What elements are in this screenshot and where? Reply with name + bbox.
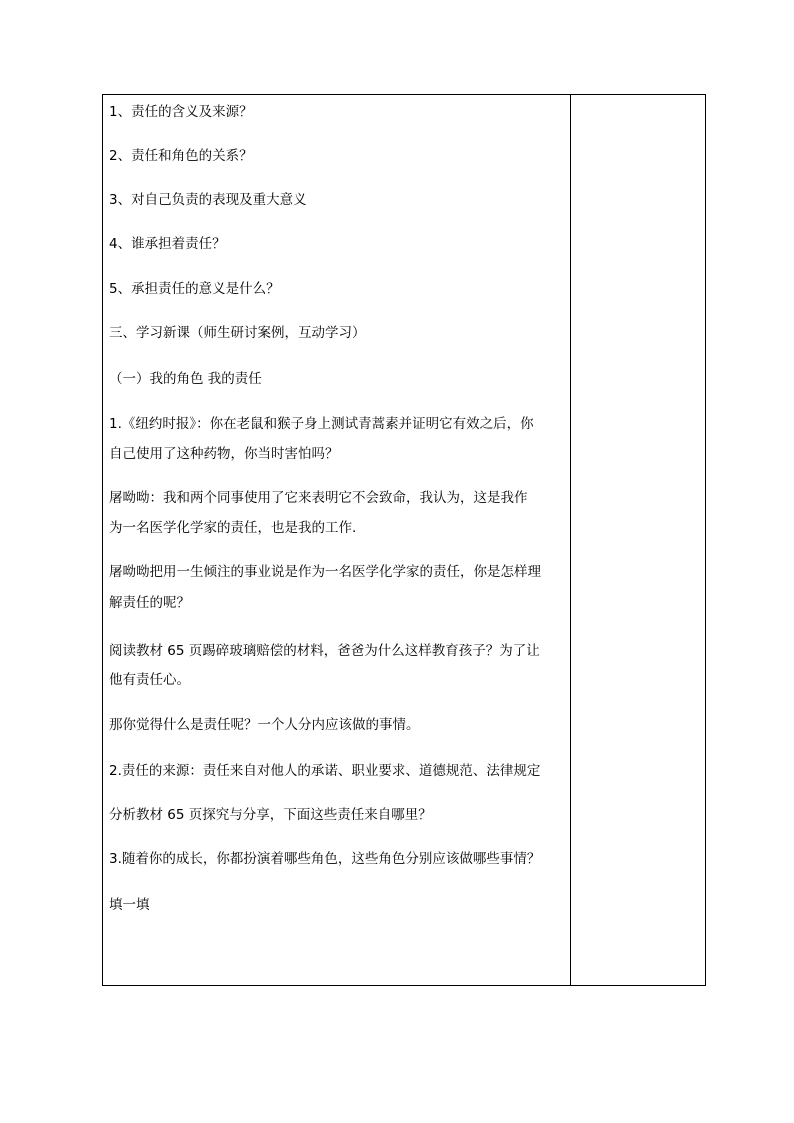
question-5: 5、承担责任的意义是什么？: [109, 281, 280, 297]
paragraph-line: 为一名医学化学家的责任，也是我的工作.: [109, 520, 357, 536]
notes-cell: [571, 95, 705, 985]
question-4: 4、谁承担着责任？: [109, 236, 226, 252]
paragraph-line: 分析教材 65 页探究与分享，下面这些责任来自哪里？: [109, 807, 432, 823]
section-heading: 三、学习新课（师生研讨案例，互动学习）: [109, 325, 366, 341]
question-1: 1、责任的含义及来源？: [109, 104, 253, 120]
question-2: 2、责任和角色的关系？: [109, 148, 253, 164]
subsection-heading: （一）我的角色 我的责任: [109, 371, 262, 387]
paragraph-line: 1.《纽约时报》：你在老鼠和猴子身上测试青蒿素并证明它有效之后，你: [109, 416, 534, 432]
document-table: [102, 94, 706, 986]
paragraph-line: 解责任的呢？: [109, 595, 190, 611]
paragraph-line: 他有责任心。: [109, 672, 190, 688]
paragraph-line: 2.责任的来源：责任来自对他人的承诺、职业要求、道德规范、法律规定: [109, 763, 541, 779]
question-3: 3、对自己负责的表现及重大意义: [109, 192, 307, 208]
paragraph-line: 填一填: [109, 897, 150, 913]
paragraph-line: 自己使用了这种药物，你当时害怕吗？: [109, 446, 339, 462]
paragraph-line: 阅读教材 65 页踢碎玻璃赔偿的材料，爸爸为什么这样教育孩子？为了让: [109, 643, 540, 659]
content-cell: [103, 95, 570, 985]
paragraph-line: 屠呦呦：我和两个同事使用了它来表明它不会致命，我认为，这是我作: [109, 490, 528, 506]
paragraph-line: 3.随着你的成长，你都扮演着哪些角色，这些角色分别应该做哪些事情？: [109, 851, 541, 867]
paragraph-line: 屠呦呦把用一生倾注的事业说是作为一名医学化学家的责任，你是怎样理: [109, 564, 541, 580]
paragraph-line: 那你觉得什么是责任呢？一个人分内应该做的事情。: [109, 717, 420, 733]
